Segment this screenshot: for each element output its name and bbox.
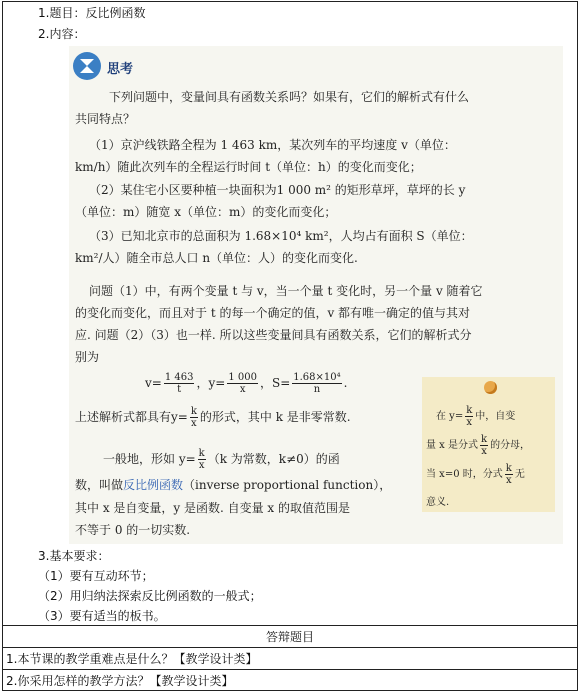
note-numerator-1: k — [466, 405, 473, 416]
analysis-line-4: 别为 — [75, 350, 100, 364]
question-2-line-1: （2）某住宅小区要种植一块面积为1 000 m² 的矩形草坪，草坪的长 y — [89, 183, 466, 197]
form-line-numerator: k — [190, 406, 197, 417]
form-line-fraction — [190, 406, 198, 429]
definition-line-2-post: （inverse proportional function）， — [183, 478, 392, 492]
note-line-2 — [426, 434, 530, 457]
form-line-pre: 上述解析式都具有y= — [75, 410, 188, 424]
requirement-item-1: （1）要有互动环节； — [38, 569, 154, 583]
definition-line-2-pre: 数，叫做 — [75, 478, 124, 492]
formula-v-numerator: 1 463 — [164, 372, 194, 383]
intro-line-2: 共同特点？ — [75, 112, 136, 126]
content-label: 2.内容： — [38, 27, 86, 41]
note-line-2-pre: 量 x 是分式 — [426, 440, 478, 451]
formula-y-denominator: x — [239, 384, 246, 395]
definition-numerator: k — [198, 448, 205, 459]
definition-line-1 — [103, 448, 340, 471]
formula-line — [145, 372, 347, 395]
intro-line-1: 下列问题中，变量间具有函数关系吗？如果有，它们的解析式有什么 — [109, 90, 470, 104]
form-line-post: 的形式，其中 k 是非零常数. — [199, 410, 351, 424]
textbook-excerpt — [69, 46, 563, 544]
definition-line-3: 其中 x 是自变量，y 是函数. 自变量 x 的取值范围是 — [75, 501, 351, 515]
formula-end: . — [343, 376, 348, 390]
definition-term: 反比例函数 — [123, 478, 184, 492]
think-label: 思考 — [107, 62, 134, 77]
definition-fraction — [198, 448, 206, 471]
note-line-3-post: 无 — [514, 469, 525, 480]
topic-label: 1.题目：反比例函数 — [38, 6, 146, 20]
note-denominator-3: x — [505, 475, 512, 486]
question-3-line-1: （3）已知北京市的总面积为 1.68×10⁴ km²，人均占有面积 S（单位： — [89, 229, 473, 243]
sticky-note — [422, 377, 555, 512]
analysis-line-3: 应. 问题（2）（3）也一样. 所以这些变量间具有函数关系，它们的解析式分 — [75, 328, 472, 342]
note-line-3-pre: 当 x=0 时，分式 — [426, 469, 503, 480]
lesson-sheet — [2, 1, 578, 691]
note-fraction-3 — [505, 463, 513, 486]
defense-question-1: 1.本节课的教学重难点是什么？【教学设计类】 — [3, 648, 577, 670]
formula-v-denominator: t — [177, 384, 182, 395]
formula-s-lhs: ，S= — [259, 376, 291, 390]
note-fraction-2 — [480, 434, 488, 457]
formula-y-lhs: ，y= — [196, 376, 226, 390]
formula-s-fraction — [292, 372, 341, 395]
requirement-item-2: （2）用归纳法探索反比例函数的一般式； — [38, 589, 262, 603]
note-numerator-2: k — [481, 434, 488, 445]
formula-s-denominator: n — [313, 384, 321, 395]
formula-s-numerator: 1.68×10⁴ — [293, 372, 341, 383]
formula-y-fraction — [227, 372, 258, 395]
defense-questions-header: 答辩题目 — [3, 626, 577, 648]
question-2-line-2: （单位：m）随宽 x（单位：m）的变化而变化； — [75, 205, 337, 219]
requirements-label: 3.基本要求： — [38, 549, 110, 563]
formula-v-lhs: v= — [145, 376, 162, 390]
note-line-2-post: 的分母， — [490, 440, 531, 451]
analysis-line-2: 的变化而变化，而且对于 t 的每一个确定的值，v 都有唯一确定的值与其对 — [75, 306, 471, 320]
definition-line-4: 不等于 0 的一切实数. — [75, 523, 191, 537]
definition-line-2 — [75, 478, 391, 492]
defense-question-2: 2.你采用怎样的教学方法？【教学设计类】 — [6, 674, 234, 688]
requirement-item-3: （3）要有适当的板书。 — [38, 609, 166, 623]
note-numerator-3: k — [505, 463, 512, 474]
note-line-1 — [436, 405, 515, 428]
form-line-denominator: x — [191, 418, 197, 429]
note-line-1-pre: 在 y= — [436, 411, 464, 422]
formula-y-numerator: 1 000 — [228, 372, 257, 383]
definition-line-1-pre: 一般地，形如 y= — [103, 452, 196, 466]
question-1-line-2: km/h）随此次列车的全程运行时间 t（单位：h）的变化而变化； — [75, 160, 422, 174]
form-line — [75, 406, 351, 429]
note-denominator-1: x — [466, 417, 473, 428]
analysis-line-1: 问题（1）中，有两个变量 t 与 v，当一个量 t 变化时，另一个量 v 随着它 — [89, 284, 483, 298]
definition-line-1-post: （k 为常数，k≠0）的函 — [207, 452, 340, 466]
question-1-line-1: （1）京沪线铁路全程为 1 463 km，某次列车的平均速度 v（单位： — [89, 138, 456, 152]
question-3-line-2: km²/人）随全市总人口 n（单位：人）的变化而变化. — [75, 251, 358, 265]
pin-icon — [484, 381, 497, 394]
think-icon — [73, 52, 101, 80]
formula-v-fraction — [164, 372, 195, 395]
definition-denominator: x — [198, 460, 205, 471]
note-fraction-1 — [465, 405, 473, 428]
note-denominator-2: x — [481, 446, 487, 457]
note-line-3 — [426, 463, 525, 486]
note-line-4: 意义. — [426, 497, 450, 508]
note-line-1-post: 中，自变 — [475, 411, 516, 422]
main-cell — [3, 2, 577, 626]
